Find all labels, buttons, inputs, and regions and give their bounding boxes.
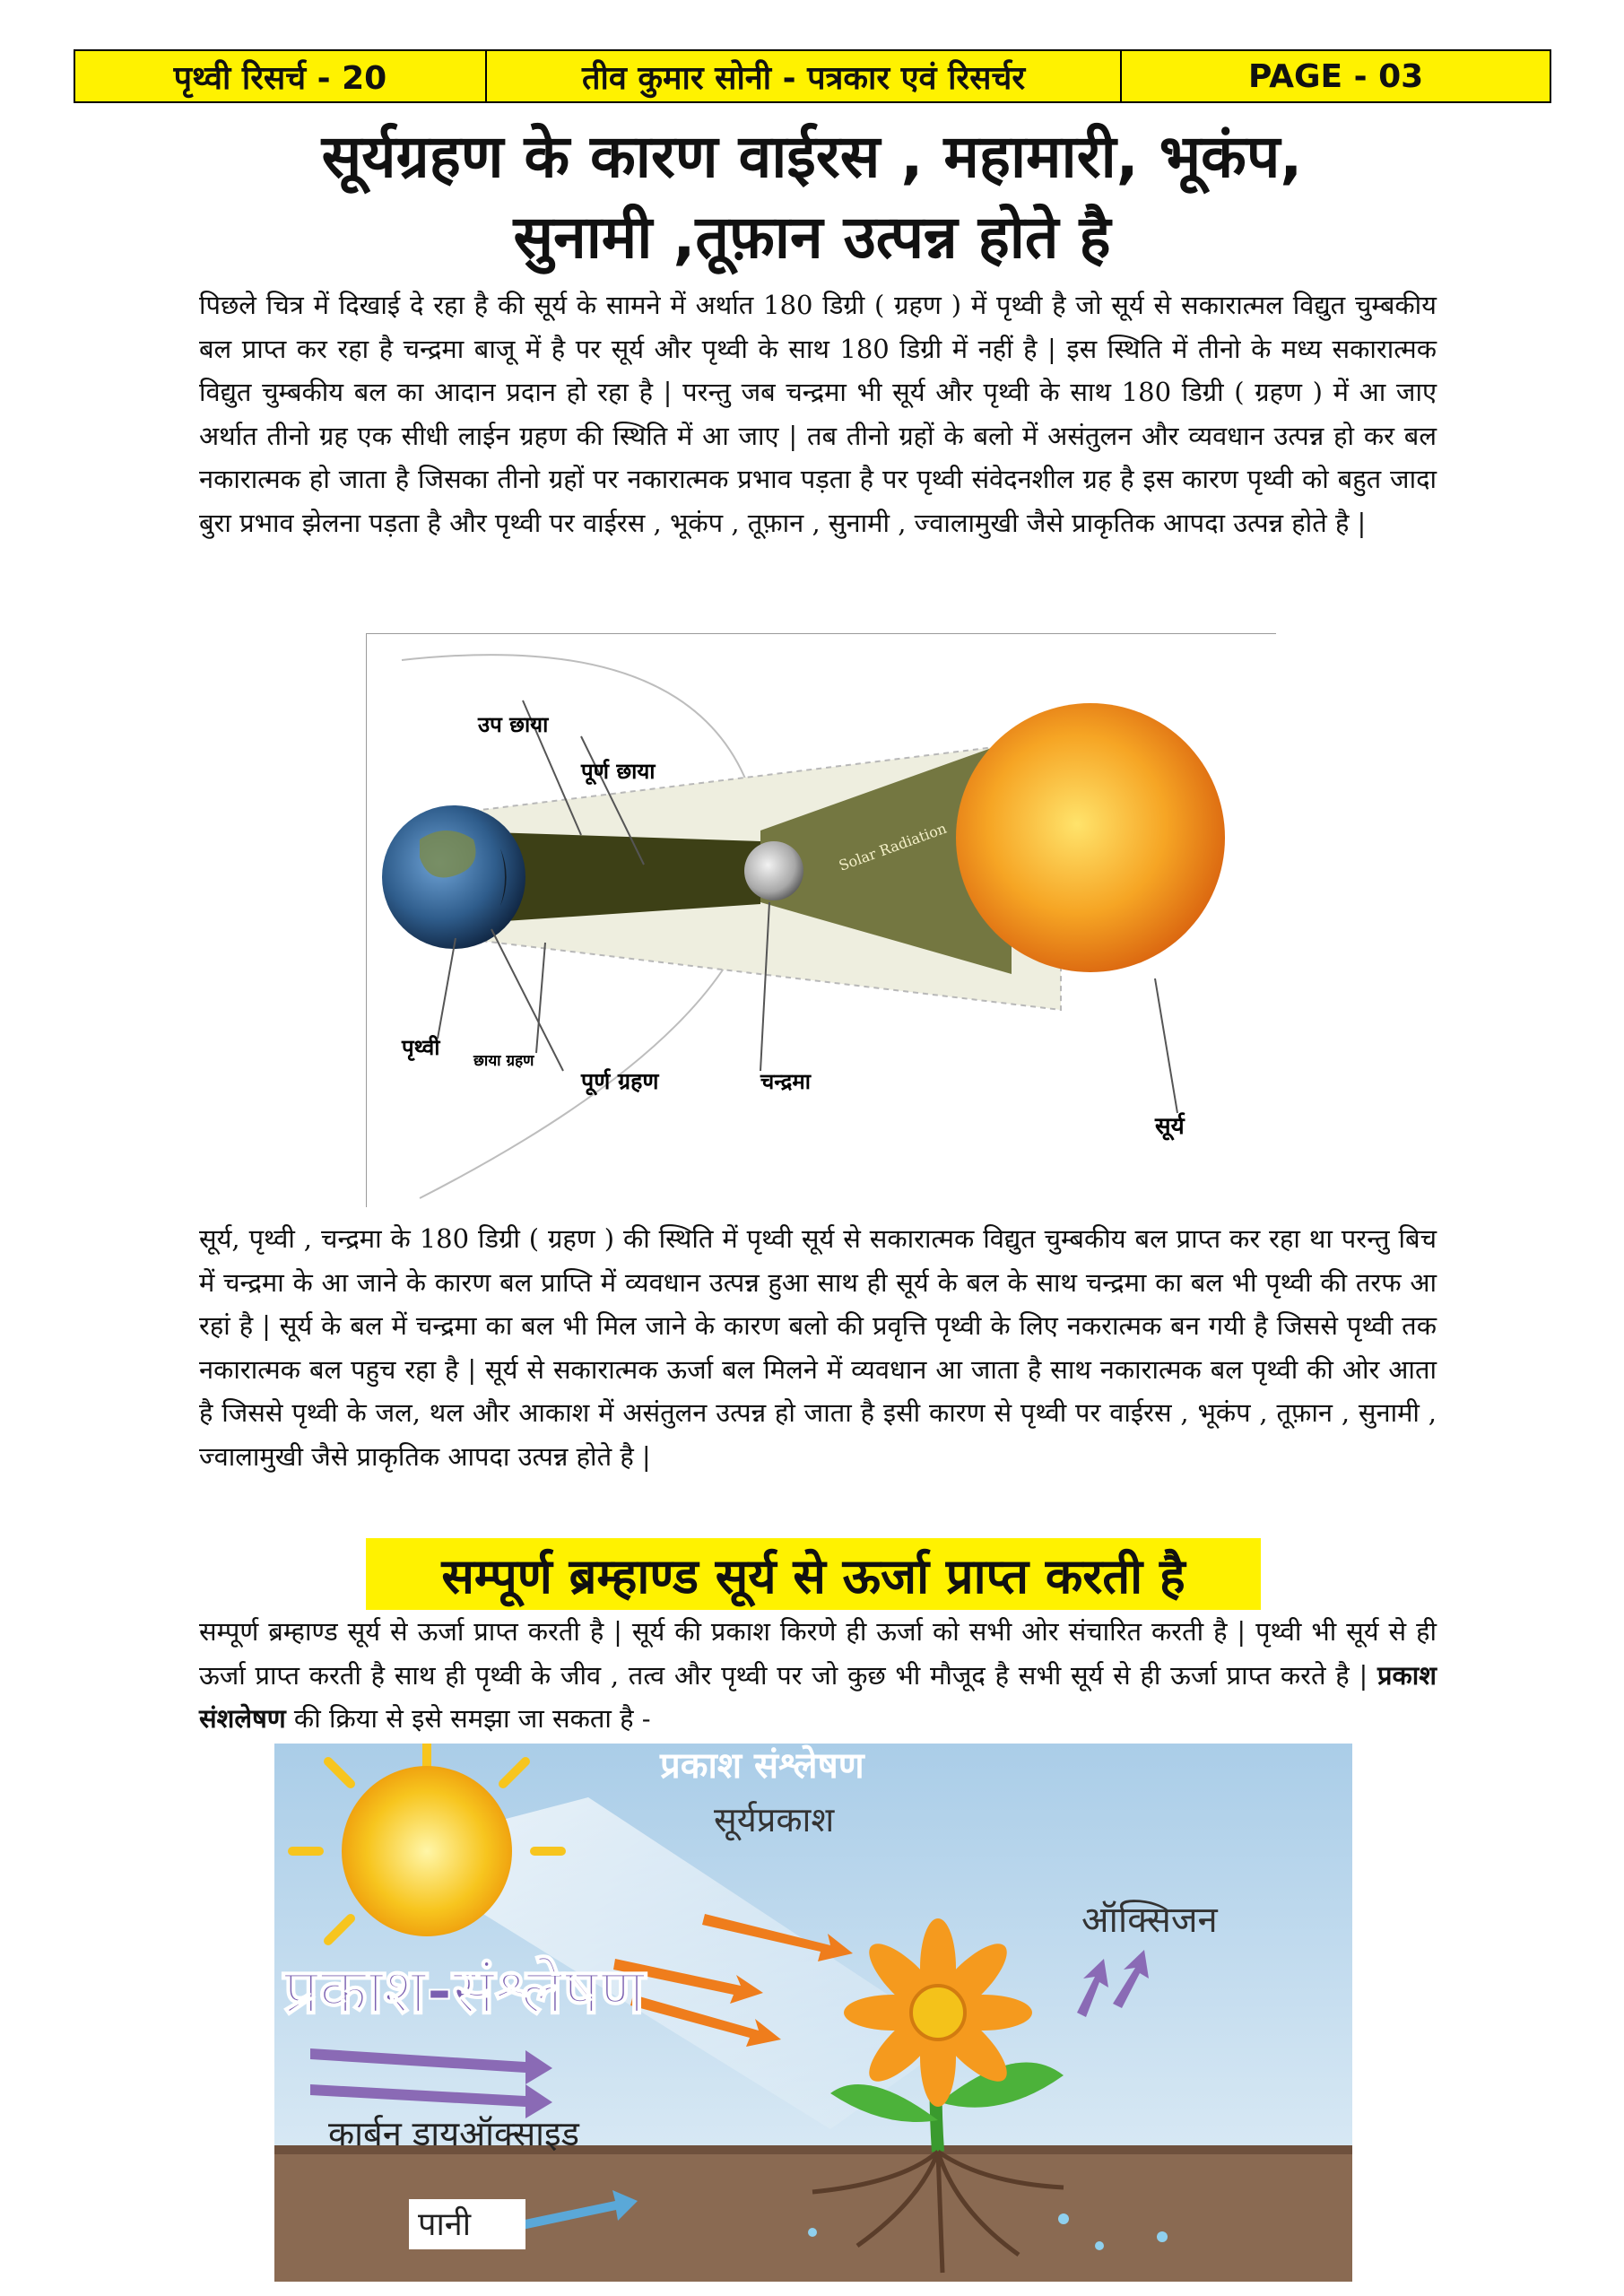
photosynthesis-term: प्रकाश संशलेषण bbox=[199, 1659, 1437, 1734]
label-top-title: प्रकाश संश्लेषण bbox=[660, 1745, 864, 1787]
page-title-line2: सुनामी ,तूफ़ान उत्पन्न होते है bbox=[513, 203, 1111, 272]
header-author: तीव कुमार सोनी - पत्रकार एवं रिसर्चर bbox=[487, 51, 1122, 101]
label-co2: कार्बन डायऑक्साइड bbox=[328, 2114, 579, 2153]
page-title-line1: सूर्यग्रहण के कारण वाईरस , महामारी, भूकंप, bbox=[321, 122, 1303, 191]
earth-globe bbox=[382, 805, 525, 949]
photosynthesis-diagram bbox=[274, 1744, 1352, 2282]
label-oxygen: ऑक्सिजन bbox=[1081, 1900, 1218, 1941]
label-moon: चन्द्रमा bbox=[760, 1069, 811, 1094]
label-water: पानी bbox=[418, 2206, 472, 2243]
eclipse-diagram bbox=[366, 633, 1276, 1207]
label-solar-radiation: Solar Radiation bbox=[836, 819, 950, 874]
page-title bbox=[90, 117, 1534, 278]
label-earth: पृथ्वी bbox=[402, 1035, 440, 1060]
paragraph-eclipse-effect: सूर्य, पृथ्वी , चन्द्रमा के 180 डिग्री ( ग्रहण ) की स्थिति में पृथ्वी सूर्य से सकारात्मक विद्युत चुम्बकीय बल प्राप्त कर रहा था परन्तु बिच में चन्द्रमा के आ जाने के कारण बल प्राप्ति में व्यवधान उत्पन्न हुआ साथ ही सूर्य के बल के साथ चन्द्रमा का बल भी पृथ्वी की तरफ आ रहां है | सूर्य के बल में चन्द्रमा का बल भी मिल जाने के कारण बलो की प्रवृत्ति पृथ्वी के लिए नकरात्मक बन गयी है जिससे पृथ्वी तक नकारात्मक बल पहुच रहा है | सूर्य से सकारात्मक ऊर्जा बल मिलने में व्यवधान आ जाता है साथ नकारात्मक बल पृथ्वी की ओर आता है जिससे पृथ्वी के जल, थल और आकाश में असंतुलन उत्पन्न हो जाता है इसी कारण से पृथ्वी पर वाईरस , भूकंप , तूफ़ान , सुनामी , ज्वालामुखी जैसे प्राकृतिक आपदा उत्पन्न होते है | bbox=[199, 1223, 1437, 1472]
flower-icon bbox=[844, 1918, 1032, 2107]
header-page-number: PAGE - 03 bbox=[1248, 57, 1424, 95]
paragraph-energy-tail: की क्रिया से इसे समझा जा सकता है - bbox=[285, 1703, 651, 1734]
paragraph-energy bbox=[199, 1610, 1437, 1741]
section-subtitle: सम्पूर्ण ब्रम्हाण्ड सूर्य से ऊर्जा प्राप्त करती है bbox=[366, 1538, 1261, 1610]
moon-globe bbox=[744, 841, 803, 900]
header-series-label: पृथ्वी रिसर्च - 20 bbox=[75, 51, 487, 101]
page-header bbox=[74, 49, 1551, 103]
label-total-eclipse: पूर्ण ग्रहण bbox=[581, 1068, 659, 1094]
label-umbra: पूर्ण छाया bbox=[581, 759, 656, 784]
label-penumbra: उप छाया bbox=[478, 712, 549, 737]
label-partial-eclipse: छाया ग्रहण bbox=[473, 1052, 534, 1070]
paragraph-energy-text: सम्पूर्ण ब्रम्हाण्ड सूर्य से ऊर्जा प्राप्त करती है | सूर्य की प्रकाश किरणे ही ऊर्जा को सभी ओर संचारित करती है | पृथ्वी भी सूर्य से ही ऊर्जा प्राप्त करती है साथ ही पृथ्वी के जीव , तत्व और पृथ्वी पर जो कुछ भी मौजूद है सभी सूर्य से ही ऊर्जा प्राप्त करते है | bbox=[199, 1616, 1437, 1691]
label-sunlight: सूर्यप्रकाश bbox=[714, 1800, 835, 1839]
label-sun: सूर्य bbox=[1155, 1113, 1185, 1140]
label-main-photosynthesis: प्रकाश-संश्लेषण bbox=[283, 1954, 646, 2028]
paragraph-eclipse-intro: पिछले चित्र में दिखाई दे रहा है की सूर्य के सामने में अर्थात 180 डिग्री ( ग्रहण ) में पृथ्वी है जो सूर्य से सकारात्मल विद्युत चुम्बकीय बल प्राप्त कर रहा है चन्द्रमा बाजू में है पर सूर्य और पृथ्वी के साथ 180 डिग्री में नहीं है | इस स्थिति में तीनो के मध्य सकारात्मक विद्युत चुम्बकीय बल का आदान प्रदान हो रहा है | परन्तु जब चन्द्रमा भी सूर्य और पृथ्वी के साथ 180 डिग्री ( ग्रहण ) में आ जाए अर्थात तीनो ग्रह एक सीधी लाईन ग्रहण की स्थिति में आ जाए | तब तीनो ग्रहों के बलो में असंतुलन और व्यवधान उत्पन्न हो कर बल नकारात्मक हो जाता है जिसका तीनो ग्रहों पर नकारात्मक प्रभाव पड़ता है पर पृथ्वी संवेदनशील ग्रह है इस कारण पृथ्वी को बहुत जादा बुरा प्रभाव झेलना पड़ता है और पृथ्वी पर वाईरस , भूकंप , तूफ़ान , सुनामी , ज्वालामुखी जैसे प्राकृतिक आपदा उत्पन्न होते है | bbox=[199, 290, 1437, 538]
sun-globe bbox=[956, 703, 1225, 972]
